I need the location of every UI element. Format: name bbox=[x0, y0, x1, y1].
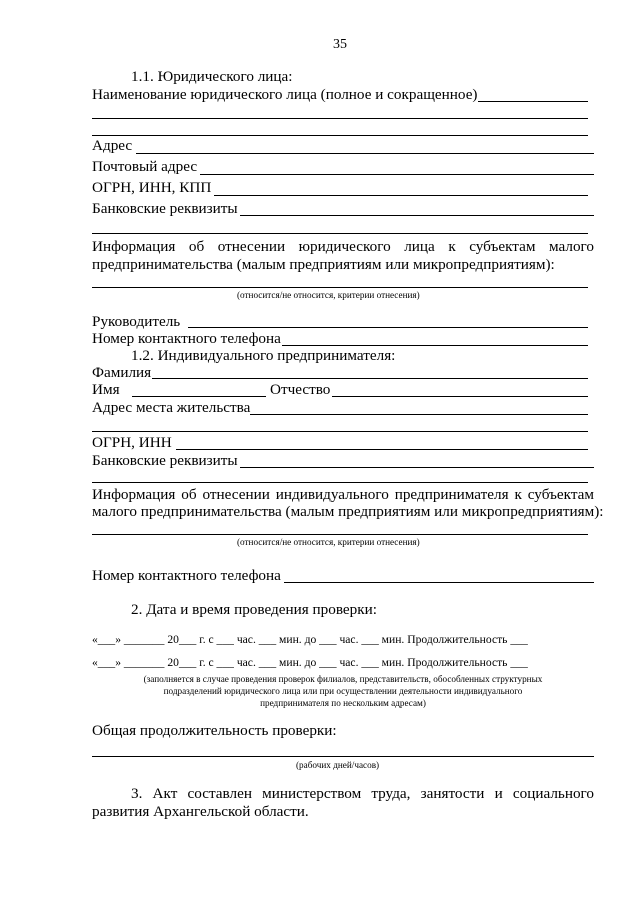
total-duration-field[interactable] bbox=[92, 756, 594, 757]
legal-phone-field[interactable] bbox=[282, 345, 588, 346]
total-duration-hint: (рабочих дней/часов) bbox=[296, 760, 380, 770]
surname-field[interactable] bbox=[152, 378, 588, 379]
inspection-note-line-1: (заполняется в случае проведения проверок филиалов, представительств, обособленных структурных bbox=[143, 674, 543, 684]
inspection-date-row-2[interactable]: «___» _______ 20___ г. с ___ час. ___ мин. до ___ час. ___ мин. Продолжительность ___ bbox=[92, 656, 528, 669]
residence-address-field[interactable] bbox=[250, 414, 588, 415]
bank-details-label: Банковские реквизиты bbox=[92, 200, 238, 217]
legal-name-field-line-2[interactable] bbox=[92, 118, 588, 119]
entrepreneur-sme-info-line-1: Информация об отнесении индивидуального предпринимателя к субъектам bbox=[92, 486, 594, 503]
ogrn-inn-kpp-field[interactable] bbox=[214, 195, 588, 196]
legal-name-field[interactable] bbox=[478, 101, 588, 102]
legal-sme-info-line-1: Информация об отнесении юридического лица к субъектам малого bbox=[92, 238, 594, 255]
page-number: 35 bbox=[333, 37, 347, 52]
surname-label: Фамилия bbox=[92, 364, 152, 381]
first-name-label: Имя bbox=[92, 381, 120, 398]
ogrn-inn-label: ОГРН, ИНН bbox=[92, 434, 172, 451]
entrepreneur-sme-info-line-2: малого предпринимательства (малым предприятиям или микропредприятиям): bbox=[92, 503, 604, 520]
inspection-note-line-2: подразделений юридического лица или при осуществлении деятельности индивидуального bbox=[163, 686, 523, 696]
entrepreneur-sme-hint: (относится/не относится, критерии отнесения) bbox=[237, 537, 420, 547]
ogrn-inn-field[interactable] bbox=[176, 449, 588, 450]
ogrn-inn-kpp-label: ОГРН, ИНН, КПП bbox=[92, 179, 212, 196]
residence-address-field-line-2[interactable] bbox=[92, 431, 588, 432]
entrepreneur-bank-label: Банковские реквизиты bbox=[92, 452, 238, 469]
inspection-heading: 2. Дата и время проведения проверки: bbox=[131, 601, 377, 618]
entrepreneur-bank-field[interactable] bbox=[240, 467, 594, 468]
inspection-date-row-1[interactable]: «___» _______ 20___ г. с ___ час. ___ мин. до ___ час. ___ мин. Продолжительность ___ bbox=[92, 633, 528, 646]
act-line-2: развития Архангельской области. bbox=[92, 803, 309, 820]
entrepreneur-sme-field[interactable] bbox=[92, 534, 588, 535]
postal-address-field[interactable] bbox=[200, 174, 594, 175]
legal-sme-hint: (относится/не относится, критерии отнесения) bbox=[237, 290, 420, 300]
address-field[interactable] bbox=[136, 153, 594, 154]
address-label: Адрес bbox=[92, 137, 133, 154]
head-label: Руководитель bbox=[92, 313, 181, 330]
act-line-1: 3. Акт составлен министерством труда, занятости и социального bbox=[131, 785, 594, 802]
legal-phone-label: Номер контактного телефона bbox=[92, 330, 281, 347]
total-duration-label: Общая продолжительность проверки: bbox=[92, 722, 337, 739]
legal-sme-field[interactable] bbox=[92, 287, 588, 288]
legal-entity-heading: 1.1. Юридического лица: bbox=[131, 68, 293, 85]
entrepreneur-bank-field-line-2[interactable] bbox=[92, 482, 588, 483]
patronymic-field[interactable] bbox=[332, 396, 588, 397]
bank-details-field-line-2[interactable] bbox=[92, 233, 588, 234]
postal-address-label: Почтовый адрес bbox=[92, 158, 198, 175]
patronymic-label: Отчество bbox=[270, 381, 331, 398]
first-name-field[interactable] bbox=[132, 396, 266, 397]
inspection-note-line-3: предпринимателя по нескольким адресам) bbox=[260, 698, 426, 708]
head-field[interactable] bbox=[188, 327, 588, 328]
legal-name-label: Наименование юридического лица (полное и сокращенное) bbox=[92, 86, 478, 103]
legal-sme-info-line-2: предпринимательства (малым предприятиям или микропредприятиям): bbox=[92, 256, 555, 273]
bank-details-field[interactable] bbox=[240, 215, 594, 216]
entrepreneur-phone-label: Номер контактного телефона bbox=[92, 567, 281, 584]
entrepreneur-phone-field[interactable] bbox=[284, 582, 594, 583]
residence-address-label: Адрес места жительства bbox=[92, 399, 251, 416]
legal-name-field-line-3[interactable] bbox=[92, 135, 588, 136]
entrepreneur-heading: 1.2. Индивидуального предпринимателя: bbox=[131, 347, 396, 364]
